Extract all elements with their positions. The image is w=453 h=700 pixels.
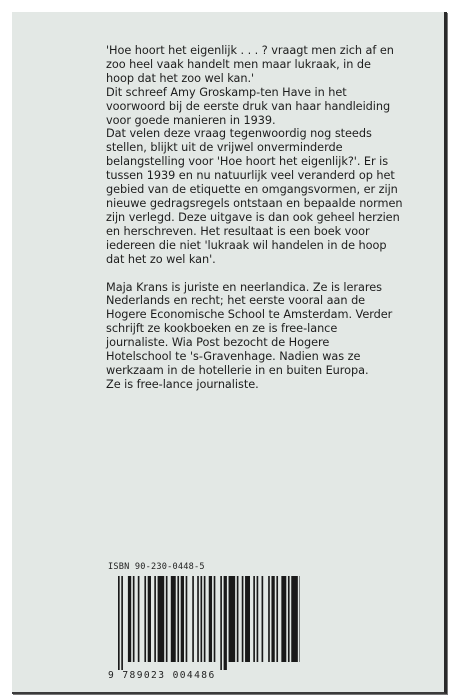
barcode-bar bbox=[257, 576, 259, 662]
paragraph-gap bbox=[106, 267, 424, 281]
text-line: hoop dat het zoo wel kan.' bbox=[106, 71, 255, 85]
barcode-bar bbox=[201, 576, 203, 662]
barcode-bar bbox=[242, 576, 244, 662]
barcode-bar bbox=[128, 576, 131, 662]
barcode-bar bbox=[229, 576, 236, 662]
text-line: werkzaam in de hotellerie in en buiten Europa. bbox=[106, 363, 369, 377]
text-line: zijn verlegd. Deze uitgave is dan ook geheel herzien bbox=[106, 210, 400, 224]
barcode-bar bbox=[121, 576, 123, 670]
barcode-bar bbox=[245, 576, 250, 662]
barcode-bar bbox=[276, 576, 278, 662]
barcode-bars bbox=[112, 576, 300, 670]
text-line: Hotelschool te 's-Gravenhage. Nadien was ze bbox=[106, 350, 361, 364]
barcode-bar bbox=[177, 576, 179, 662]
barcode-bar bbox=[253, 576, 255, 662]
text-line: Nederlands en recht; het eerste vooral aan de bbox=[106, 294, 366, 308]
text-line: Dat velen deze vraag tegenwoordig nog steeds bbox=[106, 127, 372, 141]
text-line: zoo heel vaak handelt men maar lukraak, in de bbox=[106, 57, 371, 71]
text-line: Maja Krans is juriste en neerlandica. Ze is lerares bbox=[106, 280, 382, 294]
barcode-bar bbox=[197, 576, 199, 662]
text-line: belangstelling voor 'Hoe hoort het eigenlijk?'. Er is bbox=[106, 155, 389, 169]
barcode-bar bbox=[209, 576, 212, 662]
text-line: stellen, blijkt uit de vrijwel onverminderde bbox=[106, 141, 343, 155]
text-line: gebied van de etiquette en omgangsvormen, er zijn bbox=[106, 183, 398, 197]
barcode-bar bbox=[133, 576, 135, 662]
barcode-bar bbox=[166, 576, 168, 662]
text-line: en herschreven. Het resultaat is een boek voor bbox=[106, 224, 370, 238]
barcode-bar bbox=[144, 576, 146, 662]
barcode-bar bbox=[220, 576, 222, 670]
barcode-bar bbox=[118, 576, 120, 670]
text-line: voorwoord bij de eerste druk van haar handleiding bbox=[106, 99, 391, 113]
text-line: 'Hoe hoort het eigenlijk . . . ? vraagt men zich af en bbox=[106, 44, 394, 57]
barcode-number: 9 789023 004486 bbox=[108, 670, 216, 681]
barcode-bar bbox=[262, 576, 264, 662]
text-line: tussen 1939 en nu natuurlijk veel veranderd op het bbox=[106, 169, 395, 183]
barcode-bar bbox=[300, 576, 301, 662]
barcode-bar bbox=[288, 576, 290, 662]
barcode-bar bbox=[158, 576, 165, 662]
barcode-bar bbox=[186, 576, 188, 662]
text-line: Hogere Economische School te Amsterdam. Verder bbox=[106, 308, 393, 322]
barcode-bar bbox=[138, 576, 140, 662]
barcode-bar bbox=[268, 576, 270, 662]
barcode-bar bbox=[271, 576, 274, 662]
text-line: nieuwe gedragsregels ontstaan en bepaalde normen bbox=[106, 196, 403, 210]
barcode-bar bbox=[181, 576, 184, 662]
barcode-bar bbox=[291, 576, 298, 662]
isbn-label: ISBN 90-230-0448-5 bbox=[108, 562, 205, 572]
author-bio-paragraph bbox=[106, 281, 424, 392]
barcode-bar bbox=[154, 576, 156, 662]
text-line: Dit schreef Amy Groskamp-ten Have in het bbox=[106, 85, 347, 99]
barcode-bar bbox=[224, 576, 227, 670]
barcode-bar bbox=[281, 576, 286, 662]
text-line: schrijft ze kookboeken en ze is free-lance bbox=[106, 322, 338, 336]
blurb-text bbox=[106, 44, 424, 392]
text-line: Ze is free-lance journaliste. bbox=[106, 377, 259, 391]
barcode-bar bbox=[204, 576, 206, 662]
text-line: dat het zo wel kan'. bbox=[106, 252, 216, 266]
blurb-paragraph bbox=[106, 44, 424, 267]
barcode-bar bbox=[192, 576, 194, 662]
barcode-bar bbox=[171, 576, 176, 662]
text-line: voor goede manieren in 1939. bbox=[106, 113, 276, 127]
barcode-bar bbox=[237, 576, 239, 662]
isbn-barcode bbox=[108, 562, 304, 686]
barcode-bar bbox=[214, 576, 216, 662]
barcode-bar bbox=[148, 576, 151, 662]
text-line: journaliste. Wia Post bezocht de Hogere bbox=[106, 336, 330, 350]
text-line: iedereen die niet 'lukraak wil handelen in de hoop bbox=[106, 238, 387, 252]
